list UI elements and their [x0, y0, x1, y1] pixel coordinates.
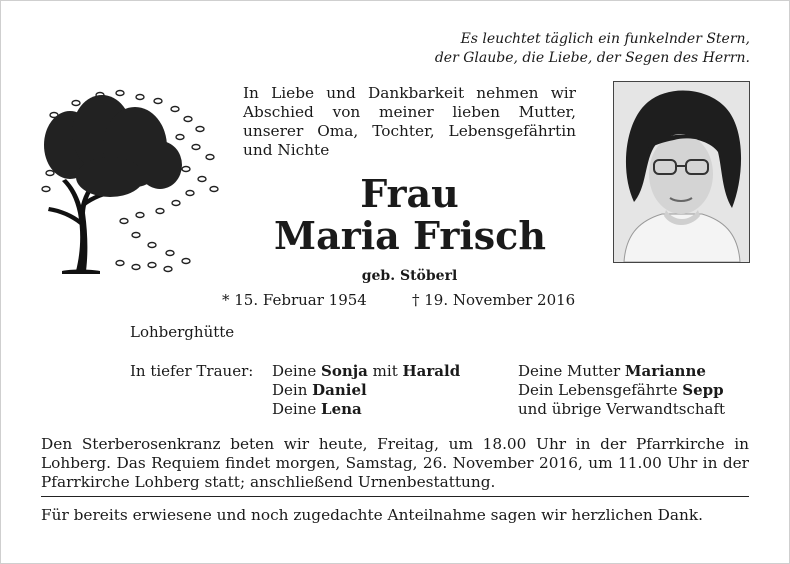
mourner-name: Daniel	[312, 381, 367, 399]
mourner-entry	[272, 362, 460, 381]
mourner-name: Lena	[321, 400, 362, 418]
windblown-tree-icon	[40, 85, 220, 277]
motto-line-1: Es leuchtet täglich ein funkelnder Stern,	[460, 31, 750, 47]
mourner-relation: Dein Lebensgefährte	[518, 381, 683, 399]
maiden-name: geb. Stöberl	[361, 268, 458, 284]
service-announcement: Den Sterberosenkranz beten wir heute, Freitag, um 18.00 Uhr in der Pfarrkirche in Lohberg. Das Requiem findet morgen, Samstag, 26. November 2016, um 11.00 Uhr in der Pfarrkirche Lohberg statt; anschließend Urnenbestattung.	[41, 435, 749, 491]
title-frau: Frau	[360, 171, 459, 216]
mourning-label: In tiefer Trauer:	[130, 362, 254, 380]
deceased-name: Maria Frisch	[274, 213, 546, 258]
mourner-relation: und übrige Verwandtschaft	[518, 400, 726, 418]
birth-date: * 15. Februar 1954	[222, 291, 367, 309]
thanks-line: Für bereits erwiesene und noch zugedachte Anteilnahme sagen wir herzlichen Dank.	[41, 506, 703, 524]
motto-verse	[380, 30, 750, 68]
mourner-name: Harald	[402, 362, 461, 380]
residence-place: Lohberghütte	[130, 323, 235, 341]
motto-line-2: der Glaube, die Liebe, der Segen des Herrn.	[434, 50, 750, 66]
intro-text: In Liebe und Dankbarkeit nehmen wir Abschied von meiner lieben Mutter, unserer Oma, Tochter, Lebensgefährtin und Nichte	[243, 84, 576, 159]
mourner-name: Marianne	[624, 362, 706, 380]
mourner-entry	[272, 381, 460, 400]
death-date: † 19. November 2016	[412, 291, 576, 309]
mourner-connector: mit	[367, 362, 403, 380]
mourner-entry	[518, 362, 725, 381]
mourner-entry	[518, 381, 725, 400]
mourners-left-column	[272, 362, 460, 419]
mourner-relation: Deine	[272, 362, 322, 380]
mourner-name: Sepp	[682, 381, 724, 399]
mourner-entry	[272, 400, 460, 419]
mourner-entry	[518, 400, 725, 419]
mourner-relation: Deine Mutter	[518, 362, 625, 380]
mourner-relation: Deine	[272, 400, 322, 418]
mourners-right-column	[518, 362, 725, 419]
portrait-photo	[613, 81, 750, 263]
mourner-name: Sonja	[321, 362, 368, 380]
mourner-relation: Dein	[272, 381, 313, 399]
divider-line	[41, 496, 749, 497]
